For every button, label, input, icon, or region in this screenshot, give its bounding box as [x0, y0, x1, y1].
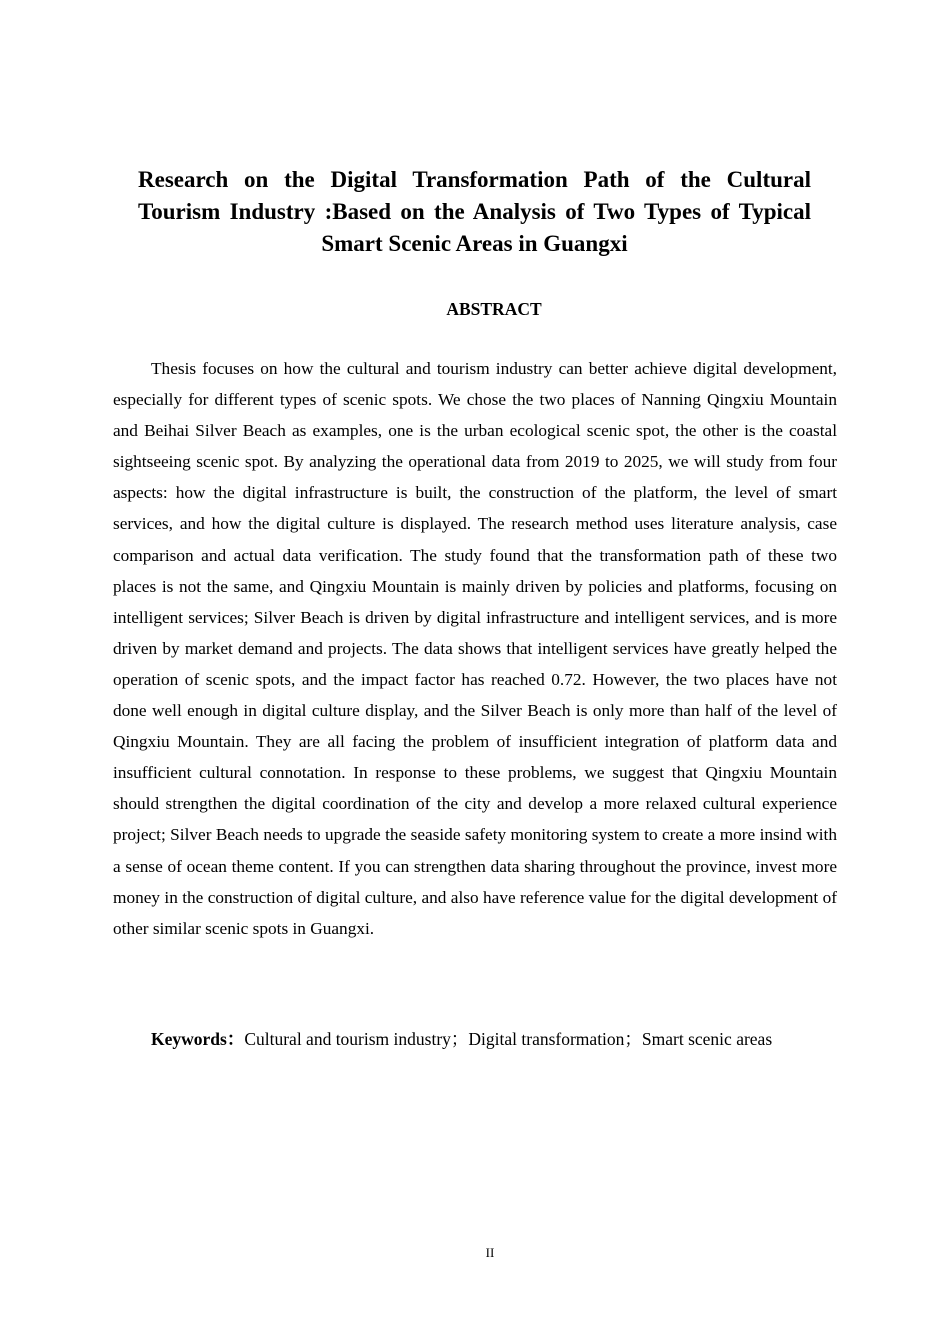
abstract-body: Thesis focuses on how the cultural and tourism industry can better achieve digital development, especially for different types of scenic spots. We chose the two places of Nanning Qingxiu Mountain and Beihai Silver Beach as examples, one is the urban ecological scenic spot, the other is the coastal sightseeing scenic spot. By analyzing the operational data from 2019 to 2025, we will study from four aspects: how the digital infrastructure is built, the construction of the platform, the level of smart services, and how the digital culture is displayed. The research method uses literature analysis, case comparison and actual data verification. The study found that the transformation path of these two places is not the same, and Qingxiu Mountain is mainly driven by policies and platforms, focusing on intelligent services; Silver Beach is driven by digital infrastructure and intelligent services, and is more driven by market demand and projects. The data shows that intelligent services have greatly helped the operation of scenic spots, and the impact factor has reached 0.72. However, the two places have not done well enough in digital culture display, and the Silver Beach is only more than half of the level of Qingxiu Mountain. They are all facing the problem of insufficient integration of platform data and insufficient cultural connotation. In response to these problems, we suggest that Qingxiu Mountain should strengthen the digital coordination of the city and develop a more relaxed cultural experience project; Silver Beach needs to upgrade the seaside safety monitoring system to create a more insind with a sense of ocean theme content. If you can strengthen data sharing throughout the province, invest more money in the construction of digital culture, and also have reference value for the digital development of other similar scenic spots in Guangxi.: [113, 359, 837, 938]
keywords-label: Keywords：: [151, 1029, 245, 1049]
page-number: II: [485, 1245, 495, 1260]
keywords-paragraph: [113, 1018, 837, 1060]
keywords-list: Cultural and tourism industry；Digital transformation；Smart scenic areas: [244, 1029, 773, 1049]
paper-title: Research on the Digital Transformation Path of the Cultural Tourism Industry :Based on the Analysis of Two Types of Typical Smart Scenic Areas in Guangxi: [138, 167, 811, 256]
abstract-heading: ABSTRACT: [446, 299, 542, 319]
